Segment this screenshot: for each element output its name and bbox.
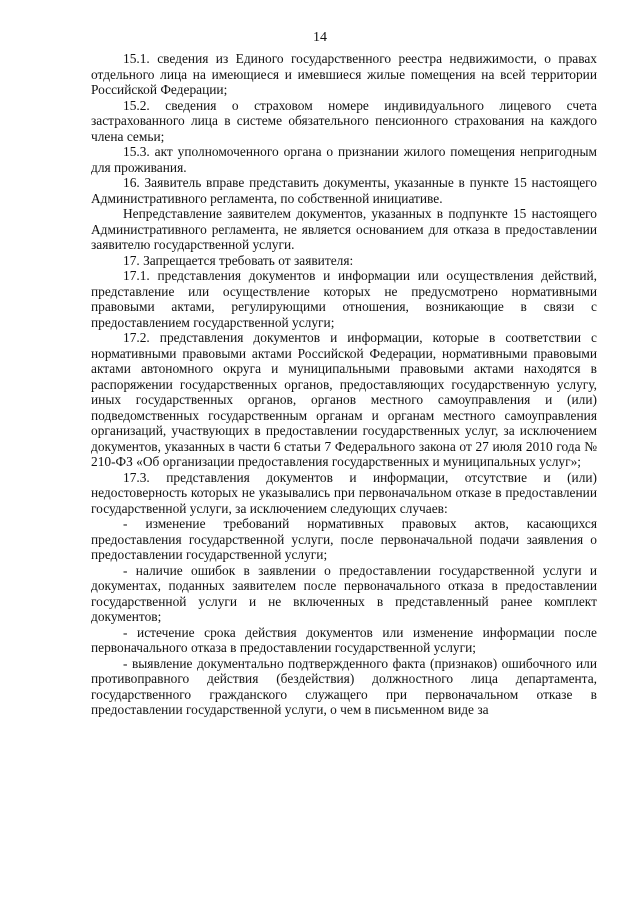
paragraph-15-2: 15.2. сведения о страховом номере индивидуального лицевого счета застрахованного лица в системе обязательного пенсионного страхования на каждого члена семьи; bbox=[91, 97, 597, 144]
paragraph-16: 16. Заявитель вправе представить документы, указанные в пункте 15 настоящего Административного регламента, по собственной инициативе. bbox=[91, 175, 597, 206]
list-item-document-expiry: - истечение срока действия документов или изменение информации после первоначального отказа в предоставлении государственной услуги; bbox=[91, 624, 597, 655]
list-item-errors-in-application: - наличие ошибок в заявлении о предоставлении государственной услуги и документах, поданных заявителем после первоначального отказа в предоставлении государственной услуги и не включенных в представленный ранее комплект документов; bbox=[91, 562, 597, 624]
page-number: 14 bbox=[313, 30, 327, 45]
paragraph-17: 17. Запрещается требовать от заявителя: bbox=[123, 252, 354, 268]
list-item-requirements-change: - изменение требований нормативных правовых актов, касающихся предоставления государственной услуги, после первоначальной подачи заявления о предоставлении государственной услуги; bbox=[91, 516, 597, 562]
list-item-erroneous-action: - выявление документально подтвержденного факта (признаков) ошибочного или противоправного действия (бездействия) должностного лица департамента, государственного гражданского служащего при первоначальном отказе в предоставлении государственной услуги, о чем в письменном виде за bbox=[91, 655, 597, 717]
paragraph-17-1: 17.1. представления документов и информации или осуществления действий, представление или осуществление которых не предусмотрено нормативными правовыми актами, регулирующими отношения, возникающие в связи с предоставлением государственной услуги; bbox=[91, 268, 597, 330]
paragraph-17-3: 17.3. представления документов и информации, отсутствие и (или) недостоверность которых не указывались при первоначальном отказе в предоставлении государственной услуги, за исключением следующих случаев: bbox=[91, 469, 597, 516]
paragraph-15-1: 15.1. сведения из Единого государственного реестра недвижимости, о правах отдельного лица на имеющиеся и имевшиеся жилые помещения на всей территории Российской Федерации; bbox=[91, 51, 597, 97]
paragraph-16-note: Непредставление заявителем документов, указанных в подпункте 15 настоящего Административного регламента, не является основанием для отказа в предоставлении заявителю государственной услуги. bbox=[91, 206, 597, 252]
paragraph-17-2: 17.2. представления документов и информации, которые в соответствии с нормативными правовыми актами Российской Федерации, нормативными правовыми актами автономного округа и муниципальными правовыми актами находятся в распоряжении государственных органов, предоставляющих государственную услугу, иных государственных органов, органов местного самоуправления и (или) подведомственных государственным органам и органам местного самоуправления организаций, участвующих в предоставлении государственных услуг, за исключением документов, указанных в части 6 статьи 7 Федерального закона от 27 июля 2010 года № 210-ФЗ «Об организации предоставления государственных и муниципальных услуг»; bbox=[91, 330, 597, 469]
paragraph-15-3: 15.3. акт уполномоченного органа о признании жилого помещения непригодным для проживания. bbox=[91, 144, 597, 175]
document-body bbox=[91, 51, 597, 718]
